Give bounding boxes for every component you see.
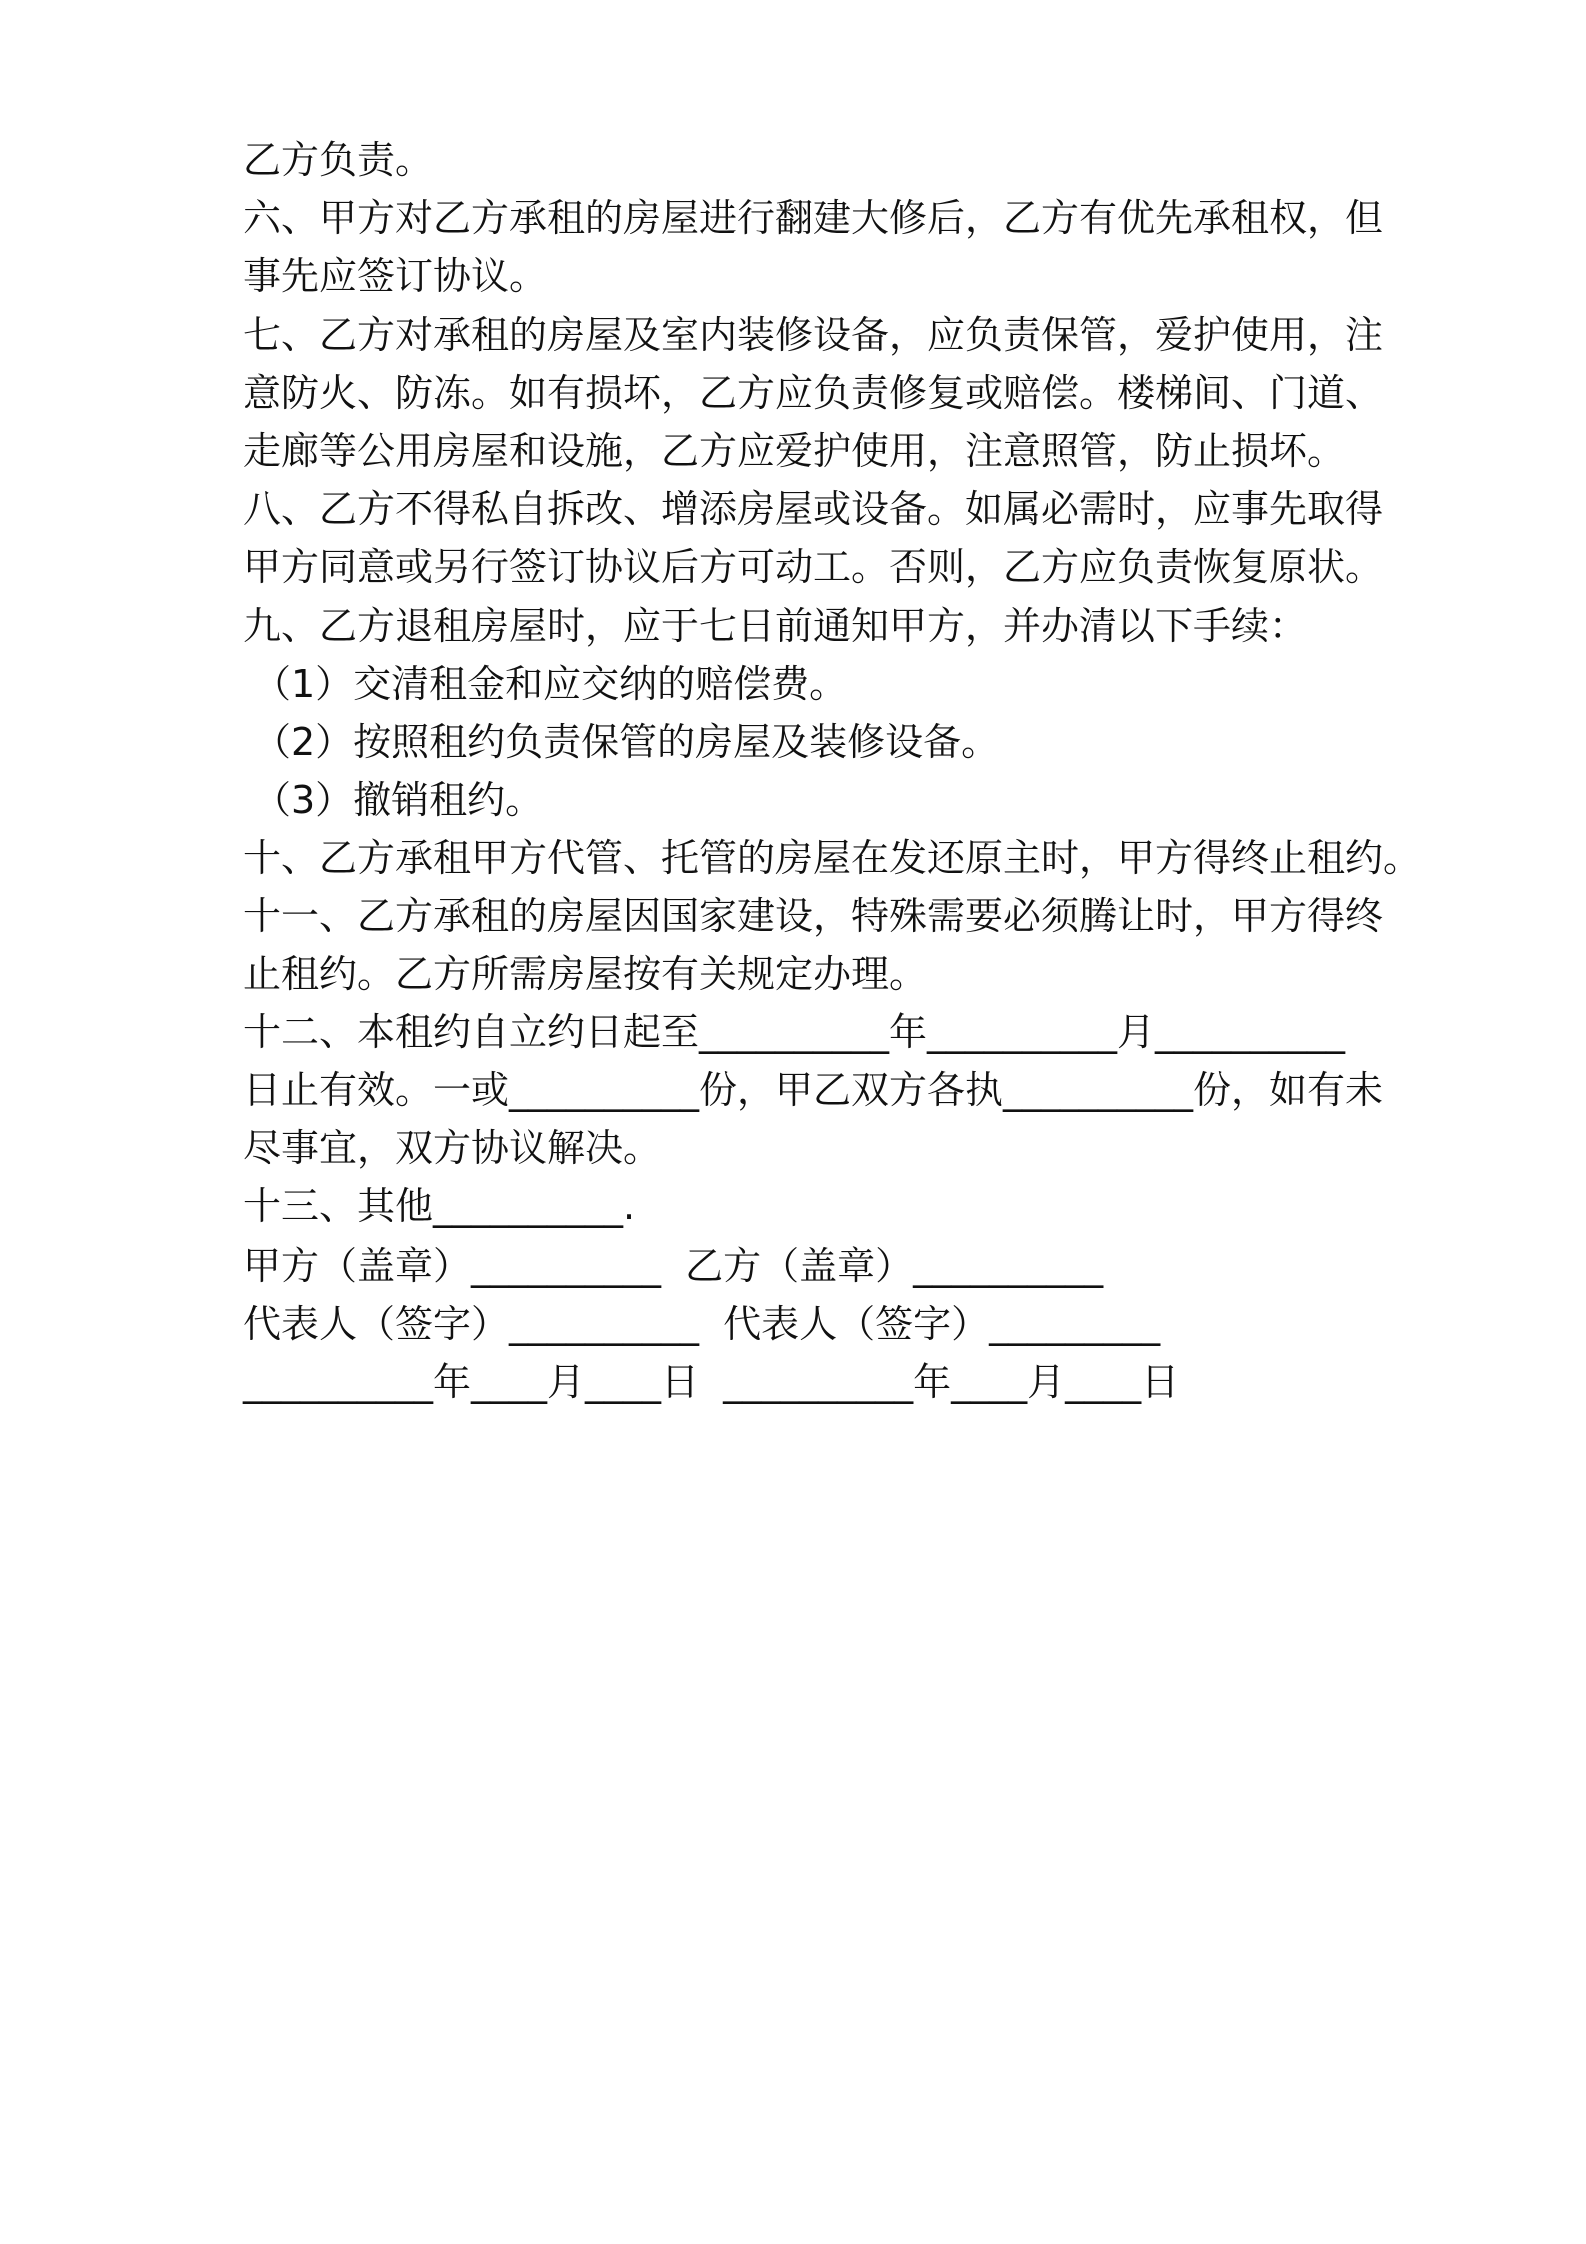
line-text: 八、乙方不得私自拆改、增添房屋或设备。如属必需时，应事先取得 — [243, 487, 1384, 531]
line-text: 十、乙方承租甲方代管、托管的房屋在发还原主时，甲方得终止租约。 — [243, 836, 1422, 880]
clause-13-line — [243, 1180, 635, 1232]
line-text: 七、乙方对承租的房屋及室内装修设备，应负责保管，爱护使用，注 — [243, 313, 1384, 357]
clause-6-line-1 — [243, 192, 1383, 244]
line-text: （3）撤销租约。 — [253, 778, 544, 822]
clause-8-line-2 — [243, 541, 1383, 593]
clause-9-line-1 — [243, 600, 1307, 652]
line-text: 事先应签订协议。 — [243, 254, 548, 298]
line-text: 乙方负责。 — [243, 138, 434, 182]
line-text: 六、甲方对乙方承租的房屋进行翻建大修后，乙方有优先承租权，但 — [243, 196, 1384, 240]
clause-6-line-2 — [243, 250, 547, 302]
clause-12-line-3 — [243, 1122, 661, 1174]
date-line — [243, 1356, 1179, 1408]
line-text: 走廊等公用房屋和设施，乙方应爱护使用，注意照管，防止损坏。 — [243, 429, 1346, 473]
clause-9-item-2 — [253, 716, 999, 768]
seal-line — [243, 1240, 1103, 1292]
text-line — [243, 134, 433, 186]
clause-12-line-2 — [243, 1064, 1383, 1116]
clause-12-line-1 — [243, 1006, 1345, 1058]
clause-7-line-1 — [243, 309, 1383, 361]
clause-7-line-2 — [243, 367, 1383, 419]
line-text: 九、乙方退租房屋时，应于七日前通知甲方，并办清以下手续： — [243, 604, 1308, 648]
clause-9-item-1 — [253, 658, 847, 710]
clause-11-line-2 — [243, 948, 927, 1000]
clause-8-line-1 — [243, 483, 1383, 535]
line-text: （2）按照租约负责保管的房屋及装修设备。 — [253, 720, 1000, 764]
line-text: 日止有效。一或__________份，甲乙双方各执__________份，如有未 — [243, 1068, 1384, 1112]
clause-11-line-1 — [243, 890, 1383, 942]
line-text: 十一、乙方承租的房屋因国家建设，特殊需要必须腾让时，甲方得终 — [243, 894, 1384, 938]
clause-7-line-3 — [243, 425, 1345, 477]
line-text: 甲方同意或另行签订协议后方可动工。否则，乙方应负责恢复原状。 — [243, 545, 1384, 589]
line-text: 尽事宜，双方协议解决。 — [243, 1126, 662, 1170]
line-text: __________年____月____日 __________年____月____日 — [243, 1360, 1180, 1404]
signature-line — [243, 1298, 1160, 1350]
line-text: 十二、本租约自立约日起至__________年__________月__________ — [243, 1010, 1346, 1054]
line-text: 甲方（盖章）__________ 乙方（盖章）__________ — [243, 1244, 1104, 1288]
line-text: （1）交清租金和应交纳的赔偿费。 — [253, 662, 848, 706]
clause-9-item-3 — [253, 774, 543, 826]
clause-10-line — [243, 832, 1421, 884]
line-text: 意防火、防冻。如有损坏，乙方应负责修复或赔偿。楼梯间、门道、 — [243, 371, 1384, 415]
line-text: 十三、其他__________. — [243, 1184, 636, 1228]
line-text: 代表人（签字）__________ 代表人（签字）_________ — [243, 1302, 1161, 1346]
line-text: 止租约。乙方所需房屋按有关规定办理。 — [243, 952, 928, 996]
